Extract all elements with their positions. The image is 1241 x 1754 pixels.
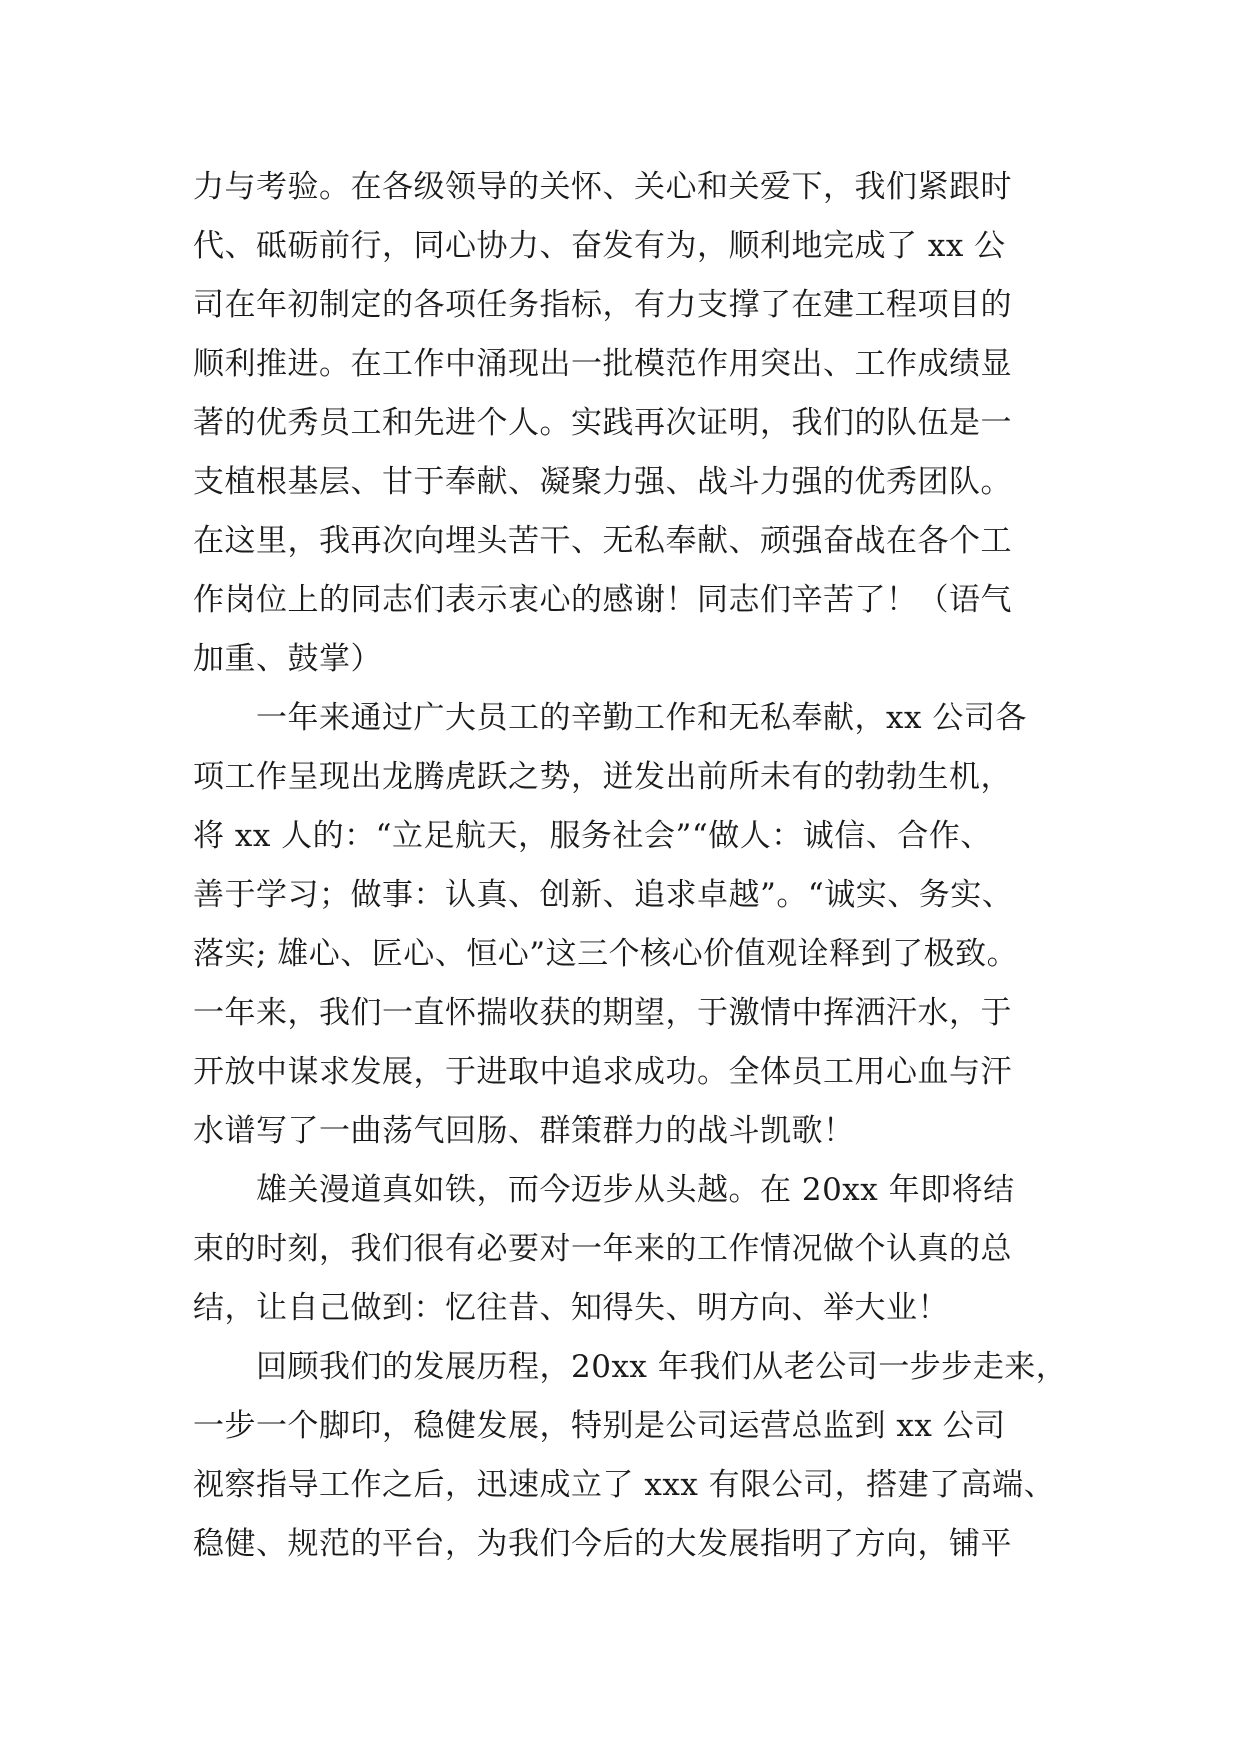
text-line: 回顾我们的发展历程，20xx 年我们从老公司一步步走来， <box>193 1349 1068 1385</box>
text-line: 代、砥砺前行，同心协力、奋发有为，顺利地完成了 xx 公 <box>193 228 1006 264</box>
text-line: 作岗位上的同志们表示衷心的感谢！同志们辛苦了！（语气 <box>193 582 1012 618</box>
text-line: 善于学习；做事：认真、创新、追求卓越”。“诚实、务实、 <box>193 877 1014 913</box>
text-line: 项工作呈现出龙腾虎跃之势，迸发出前所未有的勃勃生机， <box>193 759 1012 795</box>
text-line: 将 xx 人的：“立足航天，服务社会”“做人：诚信、合作、 <box>193 818 992 854</box>
text-line: 著的优秀员工和先进个人。实践再次证明，我们的队伍是一 <box>193 405 1012 441</box>
text-line: 结，让自己做到：忆往昔、知得失、明方向、举大业！ <box>193 1290 949 1326</box>
text-line: 稳健、规范的平台，为我们今后的大发展指明了方向，铺平 <box>193 1526 1012 1562</box>
text-line: 束的时刻，我们很有必要对一年来的工作情况做个认真的总 <box>193 1231 1012 1267</box>
text-line: 加重、鼓掌） <box>193 641 382 677</box>
text-line: 水谱写了一曲荡气回肠、群策群力的战斗凯歌！ <box>193 1113 855 1149</box>
document-body <box>193 158 1073 1574</box>
text-line: 落实; 雄心、匠心、恒心”这三个核心价值观诠释到了极致。 <box>193 936 1019 972</box>
text-line: 一步一个脚印，稳健发展，特别是公司运营总监到 xx 公司 <box>193 1408 1006 1444</box>
text-line: 视察指导工作之后，迅速成立了 xxx 有限公司，搭建了高端、 <box>193 1467 1056 1503</box>
text-line: 开放中谋求发展，于进取中追求成功。全体员工用心血与汗 <box>193 1054 1012 1090</box>
text-line: 力与考验。在各级领导的关怀、关心和关爱下，我们紧跟时 <box>193 169 1012 205</box>
text-line: 司在年初制定的各项任务指标，有力支撑了在建工程项目的 <box>193 287 1012 323</box>
text-line: 支植根基层、甘于奉献、凝聚力强、战斗力强的优秀团队。 <box>193 464 1012 500</box>
text-line: 雄关漫道真如铁，而今迈步从头越。在 20xx 年即将结 <box>193 1172 1015 1208</box>
text-line: 一年来通过广大员工的辛勤工作和无私奉献，xx 公司各 <box>193 700 1027 736</box>
text-line: 顺利推进。在工作中涌现出一批模范作用突出、工作成绩显 <box>193 346 1012 382</box>
text-line: 一年来，我们一直怀揣收获的期望，于激情中挥洒汗水，于 <box>193 995 1012 1031</box>
text-line: 在这里，我再次向埋头苦干、无私奉献、顽强奋战在各个工 <box>193 523 1012 559</box>
